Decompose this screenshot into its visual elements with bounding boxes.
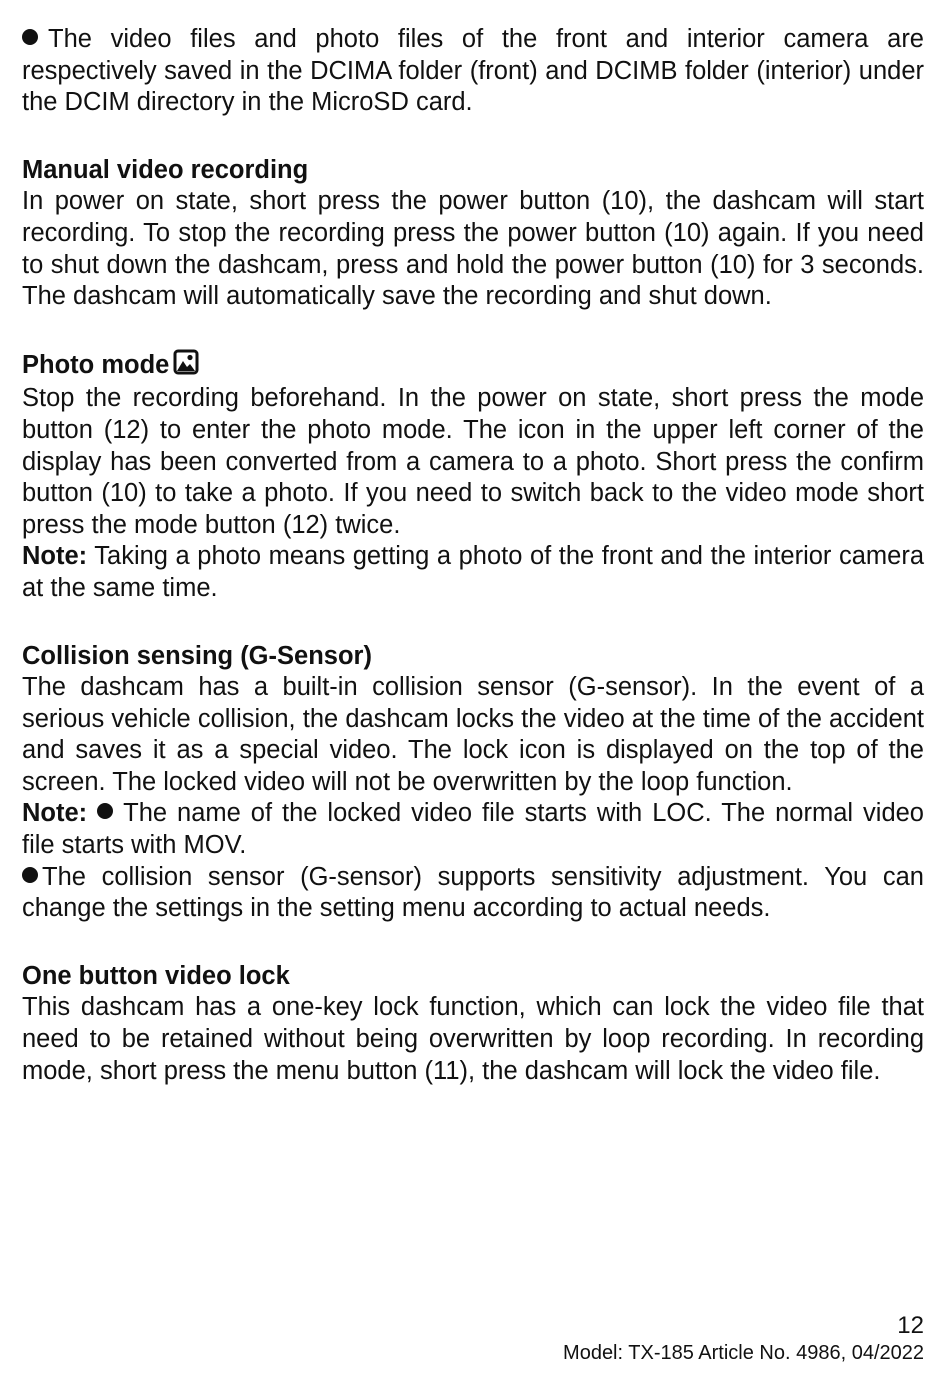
note-label: Note: [22,799,88,828]
collision-heading: Collision sensing (G-Sensor) [22,641,372,670]
intro-paragraph [22,24,924,119]
manual-recording-body: In power on state, short press the power button (10), the dashcam will start recording. To stop the recording press the power button (10) again. If you need to shut down the dashcam, press and hold the power button (10) for 3 seconds. The dashcam will automatically save the recording and shut down. [22,187,924,311]
video-lock-body: This dashcam has a one-key lock function, which can lock the video file that need to be retained without being overwritten by loop recording. In recording mode, short press the menu button (11), the dashcam will lock the video file. [22,993,924,1085]
photo-mode-body: Stop the recording beforehand. In the power on state, short press the mode button (12) to enter the photo mode. The icon in the upper left corner of the display has been converted from a camera to a photo. Short press the confirm button (10) to take a photo. If you need to switch back to the video mode short press the mode button (12) twice. [22,384,924,539]
model-article-line: Model: TX-185 Article No. 4986, 04/2022 [563,1342,924,1364]
bullet-dot-icon [22,867,38,883]
photo-mode-note-text: Taking a photo means getting a photo of the front and the interior camera at the same time. [22,542,925,602]
photo-mode-heading [22,349,924,384]
collision-note-2 [22,862,924,925]
bullet-dot-icon [22,29,38,45]
bullet-dot-icon [97,803,113,819]
photo-mode-heading-text: Photo mode [22,350,170,379]
collision-note-2-text: The collision sensor (G-sensor) supports sensitivity adjustment. You can change the settings in the setting menu according to actual needs. [22,862,924,923]
photo-icon [173,349,199,384]
collision-note-1-text: The name of the locked video file starts with LOC. The normal video file starts with MOV. [22,799,924,860]
page-number: 12 [897,1312,924,1339]
collision-note-1 [22,798,924,861]
video-lock-heading: One button video lock [22,961,290,990]
note-label: Note: [22,542,88,571]
photo-mode-note [22,541,924,604]
collision-body: The dashcam has a built-in collision sensor (G-sensor). In the event of a serious vehicle collision, the dashcam locks the video at the time of the accident and saves it as a special video. The lock icon is displayed on the top of the screen. The locked video will not be overwritten by the loop function. [22,673,924,796]
intro-text: The video files and photo files of the front and interior camera are respectively saved in the DCIMA folder (front) and DCIMB folder (interior) under the DCIM directory in the MicroSD card. [22,25,924,117]
manual-page-content [22,24,924,1087]
manual-recording-heading: Manual video recording [22,155,309,184]
